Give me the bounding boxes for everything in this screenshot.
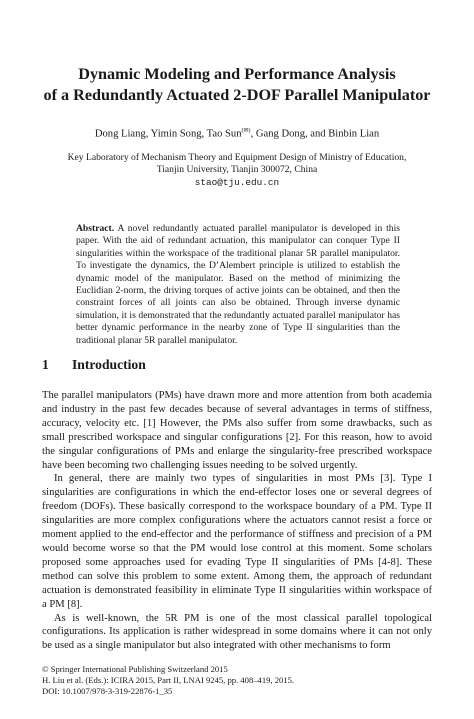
title-line-1: Dynamic Modeling and Performance Analysis — [78, 65, 396, 83]
authors-before: Dong Liang, Yimin Song, Tao Sun — [94, 128, 242, 140]
authors-after: , Gang Dong, and Binbin Lian — [250, 128, 380, 140]
author-email[interactable]: stao@tju.edu.cn — [194, 176, 280, 188]
abstract-label: Abstract. — [76, 223, 115, 234]
copyright-line: © Springer International Publishing Switzerland 2015 — [42, 664, 228, 674]
abstract — [76, 223, 400, 347]
affiliation-line-2: Tianjin University, Tianjin 300072, China — [156, 164, 318, 176]
title-line-2: of a Redundantly Actuated 2-DOF Parallel Manipulator — [43, 86, 431, 104]
paragraph-1: The parallel manipulators (PMs) have drawn more and more attention from both academia and industry in the past few decades because of several advantages in terms of stiffness, accuracy, velocity etc. [1] However, the PMs also suffer from some drawbacks, such as small prescribed workspace and singular configurations [2]. For this reason, how to avoid the singular configurations of PMs and enlarge the singularity-free prescribed workspace have been becoming two challenging issues needing to be solved urgently. — [42, 390, 432, 471]
affiliation — [20, 152, 454, 189]
section-number: 1 — [42, 357, 49, 372]
footer — [42, 664, 432, 698]
section-body — [42, 389, 432, 653]
abstract-text: A novel redundantly actuated parallel manipulator is developed in this paper. With the aid of redundant actuation, this manipulator can conquer Type II singularities within the workspace of the traditional planar 5R parallel manipulator. To investigate the dynamics, the D’Alembert principle is utilized to establish the dynamic model of the manipulator. Based on the method of minimizing the Euclidian 2-norm, the driving torques of active joints can be obtained, and then the constraint forces of all joints can also be obtained. Through inverse dynamic simulation, it is demonstrated that the redundantly actuated parallel manipulator has better dynamic performance in the nearby zone of Type II singularities than the traditional planar 5R parallel manipulator. — [76, 223, 400, 346]
citation-line: H. Liu et al. (Eds.): ICIRA 2015, Part II, LNAI 9245, pp. 408–419, 2015. — [42, 675, 295, 686]
affiliation-line-1: Key Laboratory of Mechanism Theory and Equipment Design of Ministry of Education, — [67, 152, 407, 163]
corresponding-author-mark: (✉) — [241, 128, 251, 134]
paragraph-3: As is well-known, the 5R PM is one of the most classical parallel topological configurations. Its application is rather widespread in some domains where it can not only be used as a single manipulator but also integrated with other mechanisms to form — [42, 612, 432, 652]
paragraph-2: In general, there are mainly two types of singularities in most PMs [3]. Type I singularities are configurations in which the end-effector loses one or several degrees of freedom (DOFs). These basically correspond to the workspace boundary of a PM. Type II singularities are more complex configurations where the actuators cannot resist a force or moment applied to the end-effector and the performance of stiffness and precision of a PM would become worse so that the PM would lose control at this moment. Some scholars proposed some approaches used for evading Type II singularities of PMs [4-8]. These method can solve this problem to some extent. Among them, the approach of redundant actuation is demonstrated feasibility in eliminate Type II singularities within workspace of a PM [8]. — [42, 473, 432, 610]
doi-line[interactable]: DOI: 10.1007/978-3-319-22876-1_35 — [42, 686, 173, 697]
section-title: Introduction — [72, 357, 146, 372]
paper-title — [20, 64, 454, 106]
section-heading — [42, 357, 146, 373]
author-list — [20, 125, 454, 141]
